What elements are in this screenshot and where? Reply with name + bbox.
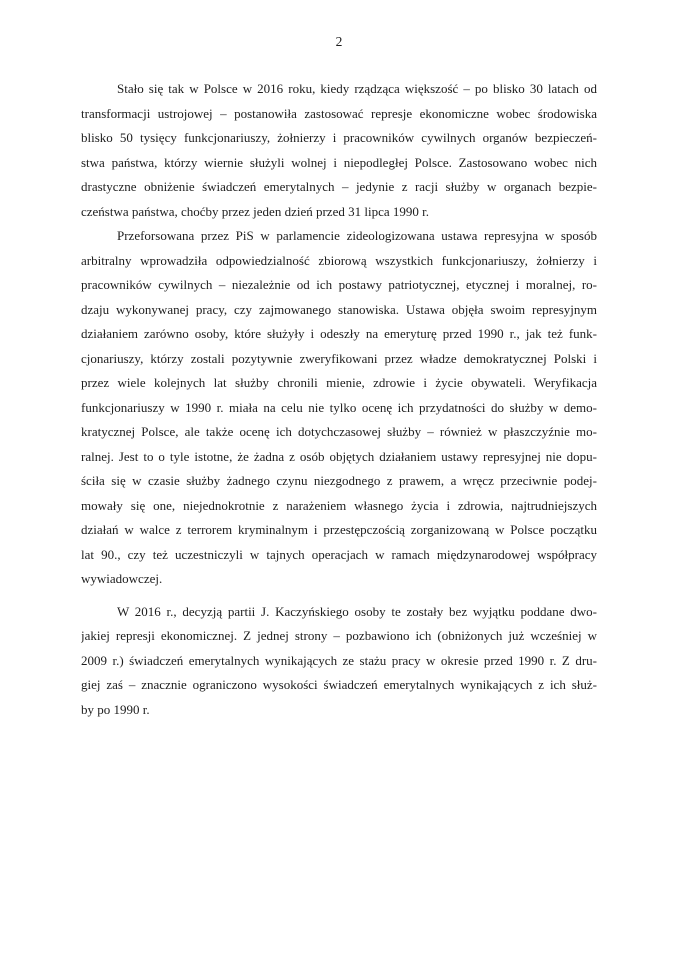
text-line: blisko 50 tysięcy funkcjonariuszy, żołnierzy i pracowników cywilnych organów bezpieczeń- bbox=[81, 130, 597, 145]
text-line: ralnej. Jest to o tyle istotne, że żadna z osób objętych działaniem ustawy represyjnej nie dopu- bbox=[81, 448, 597, 464]
text-line: drastyczne obniżenie świadczeń emerytalnych – jedynie z racji służby w organach bezpie- bbox=[81, 179, 597, 194]
paragraph bbox=[81, 224, 597, 592]
text-line: W 2016 r., decyzją partii J. Kaczyńskiego osoby te zostały bez wyjątku poddane dwo- bbox=[117, 603, 597, 619]
text-line: działaniem zarówno osoby, które służyły i odeszły na emeryturę przed 1990 r., jak też funk- bbox=[81, 326, 597, 341]
text-line: działań w walce z terrorem kryminalnym i przestępczością zorganizowaną w Polsce początku bbox=[81, 522, 597, 537]
text-line: lat 90., czy też uczestniczyli w tajnych operacjach w ramach międzynarodowej współpracy bbox=[81, 546, 597, 562]
paragraph bbox=[81, 600, 597, 723]
text-line: funkcjonariuszy w 1990 r. miała na celu nie tylko ocenę ich przydatności do służby w demo- bbox=[81, 399, 597, 415]
text-line: mowały się one, niejednokrotnie z narażeniem własnego życia i zdrowia, najtrudniejszych bbox=[81, 497, 597, 513]
text-line: wywiadowczej. bbox=[81, 571, 163, 586]
text-line: jakiej represji ekonomicznej. Z jednej strony – pozbawiono ich (obniżonych już wcześniej w bbox=[81, 628, 597, 643]
page-number: 2 bbox=[335, 34, 343, 49]
document-body bbox=[81, 77, 597, 722]
text-line: ściła się w czasie służby żadnego czynu niezgodnego z prawem, a wręcz przeciwnie podej- bbox=[81, 473, 597, 488]
text-line: pracowników cywilnych – niezależnie od ich postawy patriotycznej, etycznej i moralnej, ro- bbox=[81, 277, 597, 292]
text-line: cjonariuszy, którzy zostali pozytywnie zweryfikowani przez władze demokratycznej Polski i bbox=[81, 350, 597, 366]
text-line: Stało się tak w Polsce w 2016 roku, kiedy rządząca większość – po blisko 30 latach od bbox=[117, 81, 597, 96]
text-line: przez wiele kolejnych lat służby chronili mienie, zdrowie i życie obywateli. Weryfikacja bbox=[81, 375, 597, 390]
text-line: dzaju wykonywanej pracy, czy zajmowanego stanowiska. Ustawa objęła swoim represyjnym bbox=[81, 301, 597, 317]
paragraph bbox=[81, 77, 597, 224]
text-line: arbitralny wprowadziła odpowiedzialność zbiorową wszystkich funkcjonariuszy, żołnierzy i bbox=[81, 252, 597, 268]
text-line: kratycznej Polsce, ale także ocenę ich dotychczasowej służby – również w płaszczyźnie mo- bbox=[81, 424, 597, 439]
text-line: stwa państwa, którzy wiernie służyli wolnej i niepodległej Polsce. Zastosowano wobec nich bbox=[81, 154, 597, 170]
text-line: by po 1990 r. bbox=[81, 701, 150, 717]
text-line: czeństwa państwa, choćby przez jeden dzień przed 31 lipca 1990 r. bbox=[81, 203, 429, 219]
text-line: transformacji ustrojowej – postanowiła zastosować represje ekonomiczne wobec środowiska bbox=[81, 105, 597, 121]
text-line: Przeforsowana przez PiS w parlamencie zideologizowana ustawa represyjna w sposób bbox=[117, 228, 597, 243]
text-line: 2009 r.) świadczeń emerytalnych wynikających ze stażu pracy w okresie przed 1990 r. Z dru- bbox=[81, 652, 597, 668]
text-line: giej zaś – znacznie ograniczono wysokości świadczeń emerytalnych wynikających z ich służ- bbox=[81, 677, 597, 692]
